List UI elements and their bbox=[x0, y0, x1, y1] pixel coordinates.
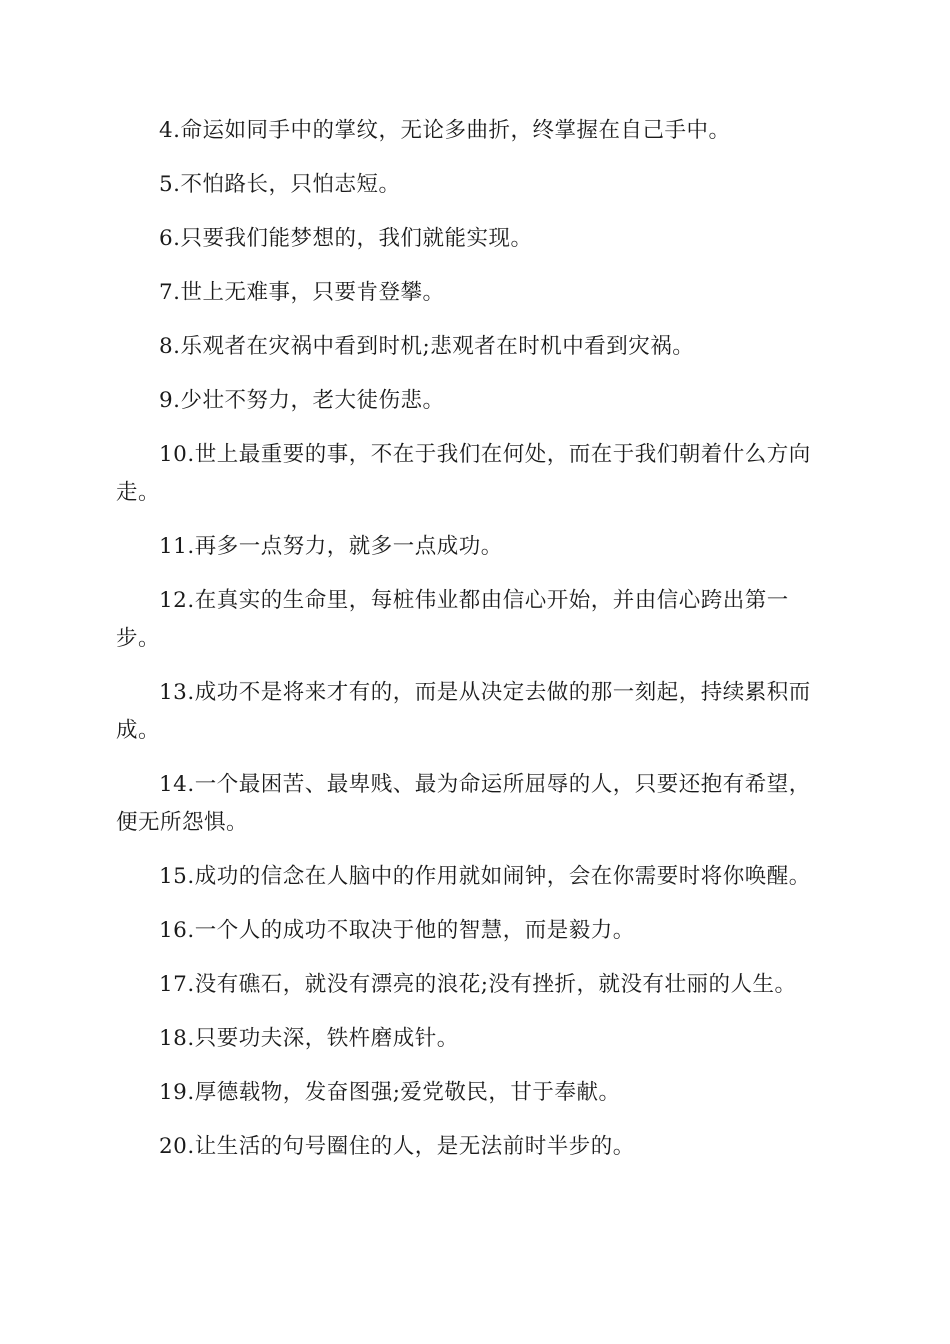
list-item: 4.命运如同手中的掌纹，无论多曲折，终掌握在自己手中。 bbox=[159, 118, 731, 143]
list-item: 12.在真实的生命里，每桩伟业都由信心开始，并由信心跨出第一步。 bbox=[116, 588, 789, 651]
list-item: 11.再多一点努力，就多一点成功。 bbox=[159, 534, 503, 559]
list-item: 17.没有礁石，就没有漂亮的浪花;没有挫折，就没有壮丽的人生。 bbox=[159, 972, 797, 997]
list-item: 18.只要功夫深，铁杵磨成针。 bbox=[159, 1026, 459, 1051]
list-item: 6.只要我们能梦想的，我们就能实现。 bbox=[159, 226, 533, 251]
list-item: 9.少壮不努力，老大徒伤悲。 bbox=[159, 388, 445, 413]
list-item: 20.让生活的句号圈住的人，是无法前时半步的。 bbox=[159, 1134, 635, 1159]
list-item: 14.一个最困苦、最卑贱、最为命运所屈辱的人，只要还抱有希望，便无所怨惧。 bbox=[116, 772, 811, 835]
list-item: 13.成功不是将来才有的，而是从决定去做的那一刻起，持续累积而成。 bbox=[116, 680, 811, 743]
list-item: 7.世上无难事，只要肯登攀。 bbox=[159, 280, 445, 305]
document-body bbox=[116, 112, 828, 1182]
list-item: 16.一个人的成功不取决于他的智慧，而是毅力。 bbox=[159, 918, 635, 943]
list-item: 15.成功的信念在人脑中的作用就如闹钟，会在你需要时将你唤醒。 bbox=[159, 864, 811, 889]
list-item: 10.世上最重要的事，不在于我们在何处，而在于我们朝着什么方向走。 bbox=[116, 442, 811, 505]
list-item: 19.厚德载物，发奋图强;爱党敬民，甘于奉献。 bbox=[159, 1080, 621, 1105]
list-item: 8.乐观者在灾祸中看到时机;悲观者在时机中看到灾祸。 bbox=[159, 334, 695, 359]
list-item: 5.不怕路长，只怕志短。 bbox=[159, 172, 401, 197]
